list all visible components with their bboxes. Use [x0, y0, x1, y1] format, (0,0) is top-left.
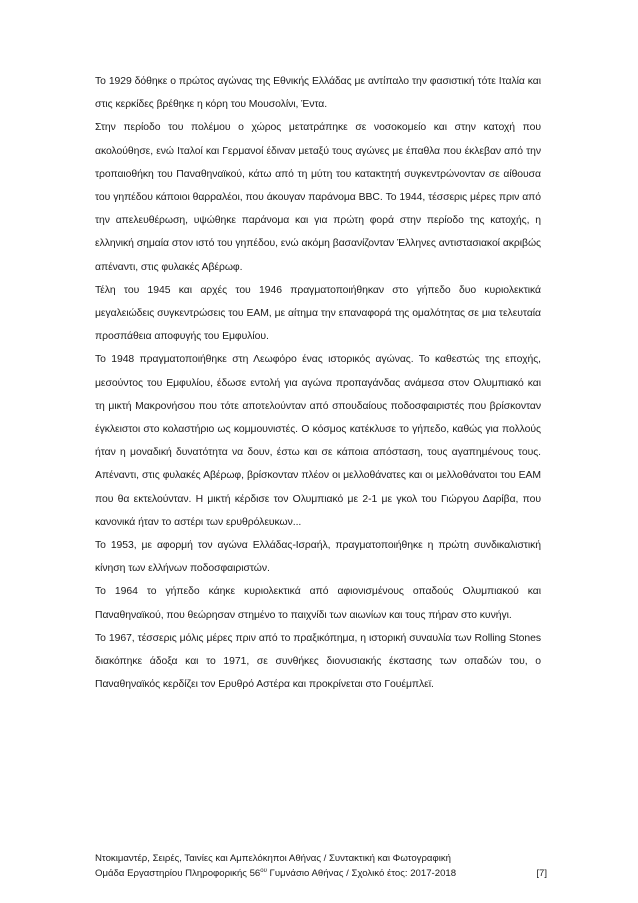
- paragraph-eam-rallies: Τέλη του 1945 και αρχές του 1946 πραγματοποιήθηκαν στο γήπεδο δυο κυριολεκτικά μεγαλειώδεις συγκεντρώσεις του ΕΑΜ, με αίτημα την επαναφορά της ομαλότητας σε μια τελευταία προσπάθεια αποφυγής του Εμφυλίου.: [95, 284, 541, 343]
- paragraph-war-occupation: Στην περίοδο του πολέμου ο χώρος μετατράπηκε σε νοσοκομείο και στην κατοχή που ακολούθησε, ενώ Ιταλοί και Γερμανοί έδιναν μεταξύ τους αγώνες με έπαθλα που έκλεβαν από την τροπαιοθήκη του Παναθηναϊκού, κάτω από τη μύτη του κατακτητή συγκεντρώνονταν σε αίθουσα του γηπέδου κάποιοι θαρραλέοι, που άκουγαν παράνομα BBC. Το 1944, τέσσερις μέρες πριν από την απελευθέρωση, υψώθηκε παράνομα και για πρώτη φορά στην περίοδο της κατοχής, η ελληνική σημαία στον ιστό του γηπέδου, ενώ ακόμη βασανίζονταν Έλληνες αντιστασιακοί ακριβώς απέναντι, στις φυλακές Αβέρωφ.: [95, 122, 541, 273]
- footer-ordinal-suffix: ου: [260, 867, 267, 874]
- footer-line-1: Ντοκιμαντέρ, Σειρές, Ταινίες και Αμπελόκηποι Αθήνας / Συντακτική και Φωτογραφική: [95, 853, 451, 864]
- paragraph-1929-match: Το 1929 δόθηκε ο πρώτος αγώνας της Εθνικής Ελλάδας με αντίπαλο την φασιστική τότε Ιταλία και στις κερκίδες βρέθηκε η κόρη του Μουσολίνι, Έντα.: [95, 76, 541, 111]
- paragraph-1964-fire: Το 1964 το γήπεδο κάηκε κυριολεκτικά από αφιονισμένους οπαδούς Ολυμπιακού και Παναθηναϊκού, που θεώρησαν στημένο το παιχνίδι των αιωνίων και τους πήραν στο κυνήγι.: [95, 586, 541, 621]
- page-footer: [95, 851, 547, 881]
- page-number: [7]: [536, 868, 547, 879]
- footer-line-2: [95, 866, 547, 881]
- footer-school-text: Ομάδα Εργαστηρίου Πληροφορικής 56: [95, 868, 261, 879]
- paragraph-1953-union: Το 1953, με αφορμή τον αγώνα Ελλάδας-Ισραήλ, πραγματοποιήθηκε η πρώτη συνδικαλιστική κίνηση των ελλήνων ποδοσφαιριστών.: [95, 540, 541, 575]
- paragraph-1948-match: Το 1948 πραγματοποιήθηκε στη Λεωφόρο ένας ιστορικός αγώνας. Το καθεστώς της εποχής, μεσούντος του Εμφυλίου, έδωσε εντολή για αγώνα προπαγάνδας ανάμεσα στον Ολυμπιακό και τη μικτή Μακρονήσου που τότε αποτελούνταν από σπουδαίους ποδοσφαιριστές που βρίσκονταν έγκλειστοι στο κολαστήριο ως κομμουνιστές. Ο κόσμος κατέκλυσε το γήπεδο, καθώς για πολλούς ήταν η μοναδική δυνατότητα να δουν, έστω και σε κάποια απόσταση, τους αγαπημένους τους. Απέναντι, στις φυλακές Αβέρωφ, βρίσκονταν πλέον οι μελλοθάνατες και οι μελλοθάνατοι του ΕΑΜ που θα εκτελούνταν. Η μικτή κέρδισε τον Ολυμπιακό με 2-1 με γκολ του Γιώργου Δαρίβα, που κανονικά ήταν το αστέρι των ερυθρόλευκων...: [95, 354, 541, 528]
- document-body: [95, 70, 541, 696]
- paragraph-1967-1971: Το 1967, τέσσερις μόλις μέρες πριν από το πραξικόπημα, η ιστορική συναυλία των Rolling Stones διακόπηκε άδοξα και το 1971, σε συνθήκες διονυσιακής έκστασης των οπαδών του, ο Παναθηναϊκός κερδίζει τον Ερυθρό Αστέρα και προκρίνεται στο Γουέμπλεϊ.: [95, 632, 541, 691]
- footer-year-text: Γυμνάσιο Αθήνας / Σχολικό έτος: 2017-2018: [266, 868, 457, 879]
